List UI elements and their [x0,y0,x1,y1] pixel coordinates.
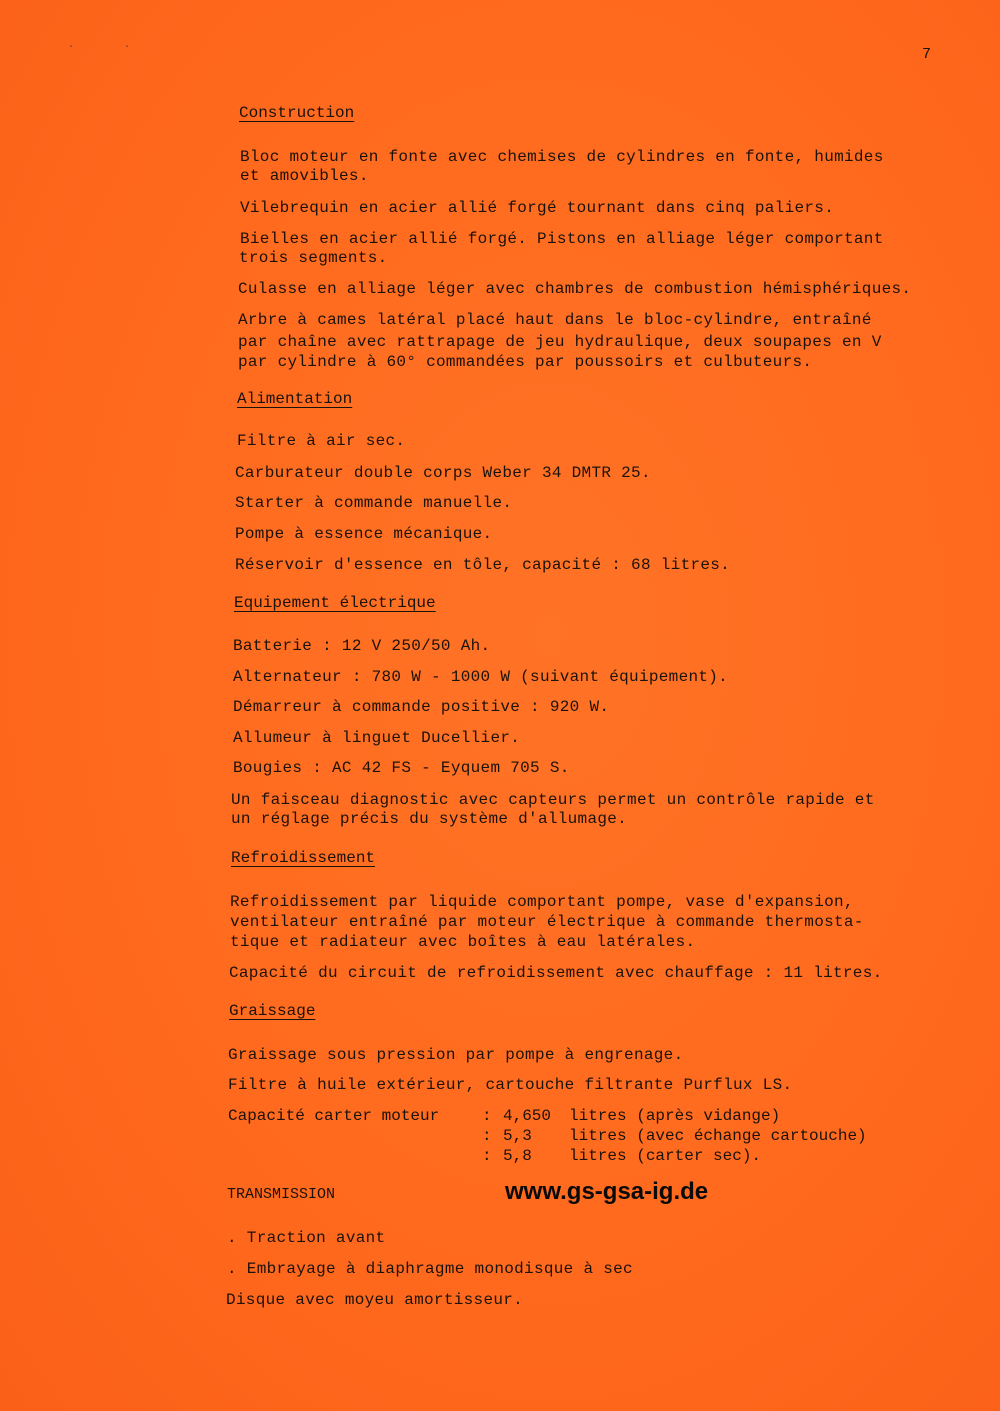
equipement-line: Batterie : 12 V 250/50 Ah. [233,637,491,655]
heading-equipement: Equipement électrique [234,594,436,612]
capacity-separator: : [482,1147,492,1165]
alimentation-line: Carburateur double corps Weber 34 DMTR 25. [235,464,651,482]
capacity-value: 5,3 [503,1127,532,1145]
transmission-line: . Embrayage à diaphragme monodisque à sec [227,1260,633,1278]
refroidissement-line: Capacité du circuit de refroidissement avec chauffage : 11 litres. [229,964,883,982]
equipement-line: Allumeur à linguet Ducellier. [233,729,521,747]
equipement-line: Alternateur : 780 W - 1000 W (suivant équipement). [233,668,729,686]
page-number: 7 [922,46,932,63]
capacity-description: litres (carter sec). [569,1147,762,1165]
capacity-value: 4,650 [503,1107,552,1125]
transmission-line: . Traction avant [227,1229,386,1247]
construction-line: Culasse en alliage léger avec chambres de combustion hémisphériques. [238,280,912,298]
capacity-separator: : [482,1127,492,1145]
refroidissement-line: Refroidissement par liquide comportant pompe, vase d'expansion, [230,893,854,911]
construction-line: trois segments. [239,249,388,267]
alimentation-line: Réservoir d'essence en tôle, capacité : 68 litres. [235,556,731,574]
heading-refroidissement: Refroidissement [231,849,376,867]
equipement-line: un réglage précis du système d'allumage. [231,810,628,828]
equipement-line: Un faisceau diagnostic avec capteurs permet un contrôle rapide et [231,791,875,809]
capacity-separator: : [482,1107,492,1125]
refroidissement-line: ventilateur entraîné par moteur électrique à commande thermosta- [230,913,864,931]
equipement-line: Démarreur à commande positive : 920 W. [233,698,610,716]
capacity-label: Capacité carter moteur [228,1107,440,1125]
construction-line: par chaîne avec rattrapage de jeu hydraulique, deux soupapes en V [238,333,882,351]
transmission-line: Disque avec moyeu amortisseur. [226,1291,524,1309]
construction-line: Vilebrequin en acier allié forgé tournant dans cinq paliers. [240,199,835,217]
construction-line: Arbre à cames latéral placé haut dans le bloc-cylindre, entraîné [238,311,872,329]
paper-specks: ·· [68,42,181,53]
heading-transmission: TRANSMISSION [227,1186,336,1203]
construction-line: Bloc moteur en fonte avec chemises de cylindres en fonte, humides [240,148,884,166]
alimentation-line: Pompe à essence mécanique. [235,525,493,543]
refroidissement-line: tique et radiateur avec boîtes à eau latérales. [230,933,696,951]
construction-line: et amovibles. [240,167,369,185]
equipement-line: Bougies : AC 42 FS - Eyquem 705 S. [233,759,570,777]
website-url: www.gs-gsa-ig.de [505,1178,709,1205]
capacity-value: 5,8 [503,1147,532,1165]
capacity-description: litres (avec échange cartouche) [569,1127,867,1145]
graissage-line: Graissage sous pression par pompe à engrenage. [228,1046,684,1064]
construction-line: Bielles en acier allié forgé. Pistons en alliage léger comportant [240,230,884,248]
construction-line: par cylindre à 60° commandées par poussoirs et culbuteurs. [238,353,813,371]
capacity-description: litres (après vidange) [569,1107,781,1125]
heading-alimentation: Alimentation [237,390,353,408]
heading-graissage: Graissage [229,1002,316,1020]
heading-construction: Construction [239,104,355,122]
alimentation-line: Starter à commande manuelle. [235,494,513,512]
alimentation-line: Filtre à air sec. [237,432,406,450]
graissage-line: Filtre à huile extérieur, cartouche filtrante Purflux LS. [228,1076,793,1094]
